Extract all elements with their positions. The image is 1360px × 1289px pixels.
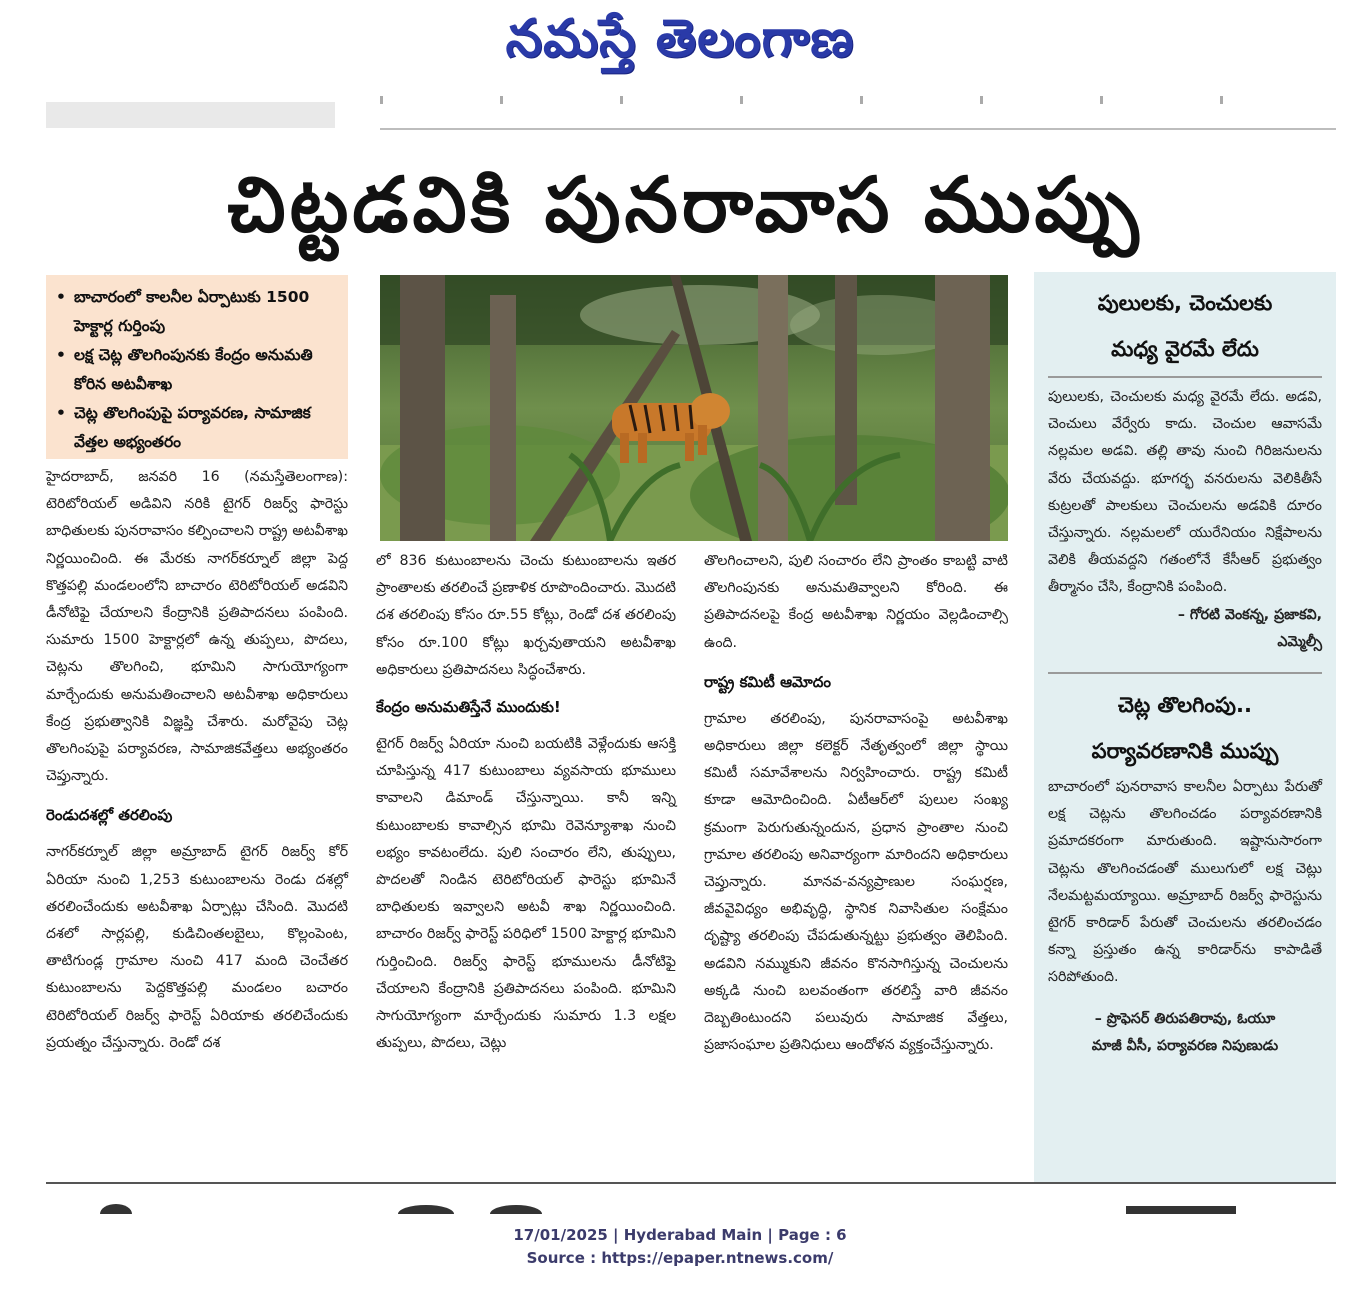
header-rule bbox=[380, 128, 1336, 130]
cropped-next-article bbox=[46, 1198, 1336, 1214]
opinion-box-1 bbox=[1034, 272, 1336, 656]
article-column-2 bbox=[376, 548, 676, 1057]
highlight-text: బాచారంలో కాలనీల ఏర్పాటుకు 1500 హెక్టార్ల గుర్తింపు bbox=[74, 288, 310, 335]
highlight-text: లక్ష చెట్ల తొలగింపునకు కేంద్రం అనుమతి కోరిన అటవీశాఖ bbox=[74, 346, 313, 393]
divider bbox=[1048, 376, 1322, 378]
bullet-icon: • bbox=[56, 288, 66, 306]
highlight-item bbox=[56, 283, 340, 341]
opinion-title-1a: పులులకు, చెంచులకు bbox=[1097, 291, 1273, 315]
highlights-box bbox=[46, 275, 348, 459]
bullet-icon: • bbox=[56, 346, 66, 364]
article-column-1 bbox=[46, 464, 348, 1057]
tiger-forest-illustration bbox=[380, 275, 1008, 541]
opinion-author-2b: మాజీ వీసీ, పర్యావరణ నిపుణుడు bbox=[1091, 1037, 1279, 1054]
article-lead: హైదరాబాద్, జనవరి 16 (నమస్తేతెలంగాణ): టెరిటోరియల్ అడివిని నరికి టైగర్ రిజర్వ్ ఫారెస్టు బాధితులకు పునరావాసం కల్పించాలని రాష్ట్ర అటవీశాఖ నిర్ణయించింది. ఈ మేరకు నాగర్‌కర్నూల్ జిల్లా పెద్ద కొత్తపల్లి మండలంలోని బాచారం టెరిటోరియల్ అడవిని డీనోటిఫై చేయాలని కేంద్రానికి ప్రతిపాదనలు పంపింది. సుమారు 1500 హెక్టార్లలో ఉన్న తుప్పలు, పొదలు, చెట్లను తొలగించి, భూమిని సాగుయోగ్యంగా మార్చేందుకు అనుమతించాలని అటవీశాఖ అధికారులు కేంద్ర ప్రభుత్వానికి విజ్ఞప్తి చేశారు. మరోవైపు చెట్ల తొలగింపుపై పర్యావరణ, సామాజికవేత్తలు అభ్యంతరం చెప్తున్నారు. bbox=[46, 469, 348, 785]
article-column-3 bbox=[704, 548, 1008, 1059]
opinion-author-2a: – ప్రొఫెసర్ తిరుపతిరావు, ఓయూ bbox=[1094, 1010, 1276, 1027]
opinion-author-1a: – గోరటి వెంకన్న, ప్రజాకవి, bbox=[1177, 606, 1322, 623]
article-paragraph: లో 836 కుటుంబాలను చెంచు కుటుంబాలను ఇతర ప్రాంతాలకు తరలించే ప్రణాళిక రూపొందించారు. మొదటి దశ తరలింపు కోసం రూ.55 కోట్లు, రెండో దశ తరలింపు కోసం రూ.100 కోట్లు ఖర్చవుతాయని అటవీశాఖ అధికారులు ప్రతిపాదనలు సిద్ధంచేశారు. bbox=[376, 553, 677, 678]
header-grey-box bbox=[46, 102, 335, 128]
tiger-forest-photo bbox=[380, 275, 1008, 541]
subhead-state-committee: రాష్ట్ర కమిటీ ఆమోదం bbox=[704, 672, 831, 691]
article-paragraph: టైగర్ రిజర్వ్ ఏరియా నుంచి బయటికి వెళ్లేందుకు ఆసక్తి చూపిస్తున్న 417 కుటుంబాలు వ్యవసాయ భూములు కావాలని డిమాండ్ చేస్తున్నాయి. కానీ ఇన్ని కుటుంబాలకు కావాల్సిన భూమి రెవెన్యూశాఖ నుంచి లభ్యం కావటంలేదు. పులి సంచారం లేని, తుప్పులు, పొదలతో నిండిన టెరిటోరియల్ ఫారెస్టు భూమినే బాధితులకు ఇవ్వాలని అటవీ శాఖ నిర్ణయించింది. బాచారం రిజర్వ్ ఫారెస్ట్ పరిధిలో 1500 హెక్టార్ల భూమిని గుర్తించింది. రిజర్వ్ ఫారెస్ట్ భూములను డీనోటిఫై చేయాలని కేంద్రానికి ప్రతిపాదనలు పంపింది. భూమిని సాగుయోగ్యంగా మార్చేందుకు సుమారు 1.3 లక్షల తుప్పలు, పొదలు, చెట్లు bbox=[376, 736, 676, 1052]
cropped-text-strip bbox=[380, 96, 1336, 104]
masthead-logo: నమస్తే తెలంగాణ bbox=[505, 8, 855, 69]
highlight-text: చెట్ల తొలగింపుపై పర్యావరణ, సామాజిక వేత్తల అభ్యంతరం bbox=[74, 404, 311, 451]
opinion-sidebar bbox=[1034, 272, 1336, 1182]
footer-date-edition: 17/01/2025 | Hyderabad Main | Page : 6 bbox=[513, 1226, 847, 1244]
article-paragraph: గ్రామాల తరలింపు, పునరావాసంపై అటవీశాఖ అధికారులు జిల్లా కలెక్టర్ నేతృత్వంలో జిల్లా స్థాయి కమిటీ సమావేశాలను నిర్వహించారు. రాష్ట్ర కమిటీ కూడా ఆమోదించింది. ఏటీఆర్‌లో పులుల సంఖ్య క్రమంగా పెరుగుతున్నందున, ప్రధాన ప్రాంతాల నుంచి గ్రామాల తరలింపు అనివార్యంగా మారిందని అధికారులు చెప్తున్నారు. మానవ-వన్యప్రాణుల సంఘర్షణ, జీవవైవిధ్యం అభివృద్ధి, స్థానిక నివాసితుల సంక్షేమం దృష్ట్యా తరలింపు చేపడుతున్నట్టు ప్రభుత్వం తెలిపింది. అడవిని నమ్ముకుని జీవనం కొనసాగిస్తున్న చెంచులను అక్కడి నుంచి బలవంతంగా తరలిస్తే వారి జీవనం దెబ్బతింటుందని పలువురు సామాజిక వేత్తలు, ప్రజాసంఘాల ప్రతినిధులు ఆందోళన వ్యక్తంచేస్తున్నారు. bbox=[704, 710, 1008, 1054]
article-paragraph: తొలగించాలని, పులి సంచారం లేని ప్రాంతం కాబట్టి వాటి తొలగింపునకు అనుమతివ్వాలని కోరింది. ఈ ప్రతిపాదనలపై కేంద్ర అటవీశాఖ నిర్ణయం వెల్లడించాల్సి ఉంది. bbox=[704, 553, 1008, 651]
opinion-title-1b: మధ్య వైరమే లేదు bbox=[1111, 337, 1259, 361]
opinion-author-1b: ఎమ్మెల్సీ bbox=[1277, 633, 1322, 650]
footer-source-link[interactable]: Source : https://epaper.ntnews.com/ bbox=[526, 1249, 834, 1267]
opinion-title-2a: చెట్ల తొలగింపు.. bbox=[1118, 693, 1252, 718]
highlight-item bbox=[56, 341, 340, 399]
article-body: నాగర్‌కర్నూల్ జిల్లా అమ్రాబాద్ టైగర్ రిజర్వ్ కోర్ ఏరియా నుంచి 1,253 కుటుంబాలను రెండు దశల్లో తరలించేందుకు అటవీశాఖ ఏర్పాట్లు చేసింది. మొదటి దశలో సార్లపల్లి, కుడిచింతలబైలు, కొల్లంపెంట, తాటిగుండ్ల గ్రామాల నుంచి 417 మంది చెంచేతర కుటుంబాలను పెద్దకొత్తపల్లి మండలం బచారం టెరిటోరియల్ రిజర్వ్ ఫారెస్ట్ ఏరియాకు తరలిచేందుకు ప్రయత్నం చేస్తున్నారు. రెండో దశ bbox=[46, 844, 348, 1051]
opinion-body-2: బాచారంలో పునరావాస కాలనీల ఏర్పాటు పేరుతో లక్ష చెట్లను తొలగించడం పర్యావరణానికి ప్రమాదకరంగా మారుతుంది. ఇష్టానుసారంగా చెట్లను తొలగించడంతో ములుగులో లక్ష చెట్లు నేలమట్టమయ్యాయి. అమ్రాబాద్ రిజర్వ్ ఫారెస్టును టైగర్ కారిడార్ పేరుతో చెంచులను తరలించడం కన్నా ప్రస్తుతం ఉన్న కారిడార్‌ను కాపాడితే సరిపోతుంది. bbox=[1048, 779, 1322, 986]
bottom-rule bbox=[46, 1182, 1336, 1184]
opinion-title-2b: పర్యావరణానికి ముప్పు bbox=[1091, 739, 1279, 764]
subhead-centre-approval: కేంద్రం అనుమతిస్తేనే ముందుకు! bbox=[376, 698, 561, 717]
bullet-icon: • bbox=[56, 404, 66, 422]
headline: చిట్టడవికి పునరావాస ముప్పు bbox=[227, 160, 1143, 249]
opinion-body-1: పులులకు, చెంచులకు మధ్య వైరమే లేదు. అడవి, చెంచులు వేర్వేరు కాదు. చెంచుల ఆవాసమే నల్లమల అడవి. తల్లి తావు నుంచి గిరిజనులను వేరు చేయవద్దు. భూగర్భ వనరులను వెలికితీసే కుట్రలతో పాలకులు చెంచులను అడవికి దూరం చేస్తున్నారు. నల్లమలలో యురేనియం నిక్షేపాలను వెలికి తీయవద్దని గతంలోనే కేసీఆర్ ప్రభుత్వం తీర్మానం చేసి, కేంద్రానికి పంపింది. bbox=[1048, 389, 1322, 596]
highlight-item bbox=[56, 399, 340, 457]
subhead-two-phases: రెండుదశల్లో తరలింపు bbox=[46, 806, 173, 825]
opinion-box-2 bbox=[1034, 682, 1336, 1060]
divider bbox=[1048, 672, 1322, 674]
cropped-text-shapes bbox=[46, 1198, 1336, 1214]
